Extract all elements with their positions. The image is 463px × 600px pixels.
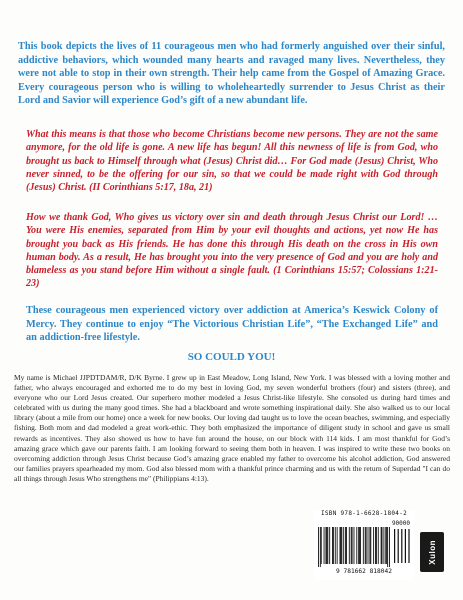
- barcode-bar: [354, 527, 355, 564]
- outro-blurb: These courageous men experienced victory over addiction at America’s Keswick Colony of Mercy. They continue to enjoy “The Victorious Christian Life”, “The Exchanged Life” and an addiction-free lifestyle.: [26, 305, 438, 344]
- barcode-bar: [341, 527, 342, 564]
- barcode-bar: [368, 527, 369, 564]
- barcode-bar: [327, 527, 328, 564]
- barcode-bar: [370, 527, 371, 564]
- barcode-addon-bar: [405, 529, 406, 563]
- barcode-bar: [351, 527, 352, 564]
- publisher-logo-text: Xulon: [427, 539, 437, 565]
- barcode-addon-bar: [408, 529, 409, 563]
- barcode-bar: [385, 527, 386, 564]
- barcode-bar: [359, 527, 360, 564]
- barcode-bar: [386, 527, 387, 564]
- barcode-bar: [382, 527, 383, 564]
- barcode-bar: [332, 527, 333, 564]
- barcode-bar: [381, 527, 382, 564]
- barcode-bar: [343, 527, 344, 564]
- barcode-bar: [340, 527, 341, 564]
- barcode-bar: [324, 527, 325, 564]
- barcode-bar: [376, 527, 377, 564]
- barcode-bar: [320, 527, 321, 567]
- isbn-label: ISBN 978-1-6628-1804-2: [320, 510, 408, 517]
- intro-blurb: This book depicts the lives of 11 courageous men who had formerly anguished over their sinful, addictive behaviors, which wounded many hearts and ravaged many lives. Nevertheless, they were not able to stop in their own strength. Their help came from the Gospel of Amazing Grace. Every courageous person who is willing to wholeheartedly surrender to Jesus Christ as their Lord and Savior will experience God’s gift of a new abundant life.: [18, 41, 445, 107]
- barcode-bar: [365, 527, 366, 564]
- barcode-bar: [366, 527, 367, 564]
- author-bio: My name is Michael JJPDTDAM/R, D/K Byrne. I grew up in East Meadow, Long Island, New York. I was blessed with a loving mother and father, who always encouraged and exhorted me to do my best in loving God, my seven wonderful brothers (four) and sisters (three), and everyone who our Lord Jesus created. Our superhero mother modeled a Jesus Christ-like lifestyle. She consoled us during hard times and celebrated with us during the many good times. She had a blackboard and wrote something inspirational daily. She also walked us to our local library (about a mile from our home) once a week for new books. Our loving dad taught us to love the ocean beaches, swimming, and especially fishing. Both mom and dad modeled a great work-ethic. They both emphasized the importance of diligent study in school and gave us small rewards as incentives. They also showed us how to have fun around the house, on our block with 114 kids. I am most thankful for God’s amazing grace which gave our parents faith. I am looking forward to seeing them both in heaven. I was inspired to write these two books on overcoming addiction through Jesus Christ because God’s amazing grace enabled my father to overcome his alcohol addiction, God answered our families prayers spearheaded my mom. God also blessed mom with a thankful prince charming and us with the return of Superdad "I can do all things through Jesus Who strengthens me" (Philippians 4:13).: [14, 373, 450, 483]
- barcode-bar: [369, 527, 370, 564]
- barcode-bar: [345, 527, 346, 564]
- barcode-bar: [387, 527, 388, 567]
- publisher-logo: [420, 532, 444, 572]
- barcode-icon: [316, 519, 412, 567]
- scripture-quote-corinthians: What this means is that those who become Christians become new persons. They are not the same anymore, for the old life is gone. A new life has begun! All this newness of life is from God, who brought us back to Himself through what (Jesus) Christ did… For God made (Jesus) Christ, Who never sinned, to be the offering for our sin, so that we could be made right with God through (Jesus) Christ. (II Corinthians 5:17, 18a, 21): [26, 129, 438, 194]
- barcode-bar: [373, 527, 374, 564]
- barcode-bar: [375, 527, 376, 564]
- barcode-bar: [346, 527, 347, 564]
- barcode-bar: [378, 527, 379, 564]
- barcode-addon-bar: [401, 529, 402, 563]
- barcode-addon-bar: [398, 529, 399, 563]
- barcode-bar: [358, 527, 359, 564]
- barcode-bar: [363, 527, 364, 564]
- barcode-addon-bar: [394, 529, 395, 563]
- barcode-bar: [383, 527, 384, 564]
- barcode-bar: [352, 527, 353, 564]
- barcode-digits: 9 781662 818042: [336, 568, 392, 575]
- call-to-action: SO COULD YOU!: [187, 351, 276, 363]
- barcode-bar: [325, 527, 326, 564]
- barcode-bar: [321, 527, 322, 564]
- barcode-bar: [349, 527, 350, 564]
- barcode-bar: [326, 527, 327, 564]
- barcode-bar: [360, 527, 361, 564]
- barcode-bar: [335, 527, 336, 564]
- isbn-barcode: [314, 510, 414, 580]
- barcode-bar: [356, 527, 357, 564]
- price-code: 90000: [391, 520, 410, 527]
- barcode-bar: [333, 527, 334, 564]
- barcode-bar: [340, 527, 341, 564]
- barcode-bar: [318, 527, 319, 567]
- barcode-bar: [337, 527, 338, 564]
- barcode-bar: [389, 527, 390, 567]
- scripture-quote-colossians: How we thank God, Who gives us victory over sin and death through Jesus Christ our Lord! … You were His enemies, separated from Him by your evil thoughts and actions, yet now He has brought you back as His friends. He has done this through His death on the cross in His own human body. As a result, He has brought you into the very presence of God and you are holy and blameless as you stand before Him without a single fault. (1 Corinthians 15:57; Colossians 1:21-23): [26, 212, 438, 290]
- barcode-bar: [329, 527, 330, 564]
